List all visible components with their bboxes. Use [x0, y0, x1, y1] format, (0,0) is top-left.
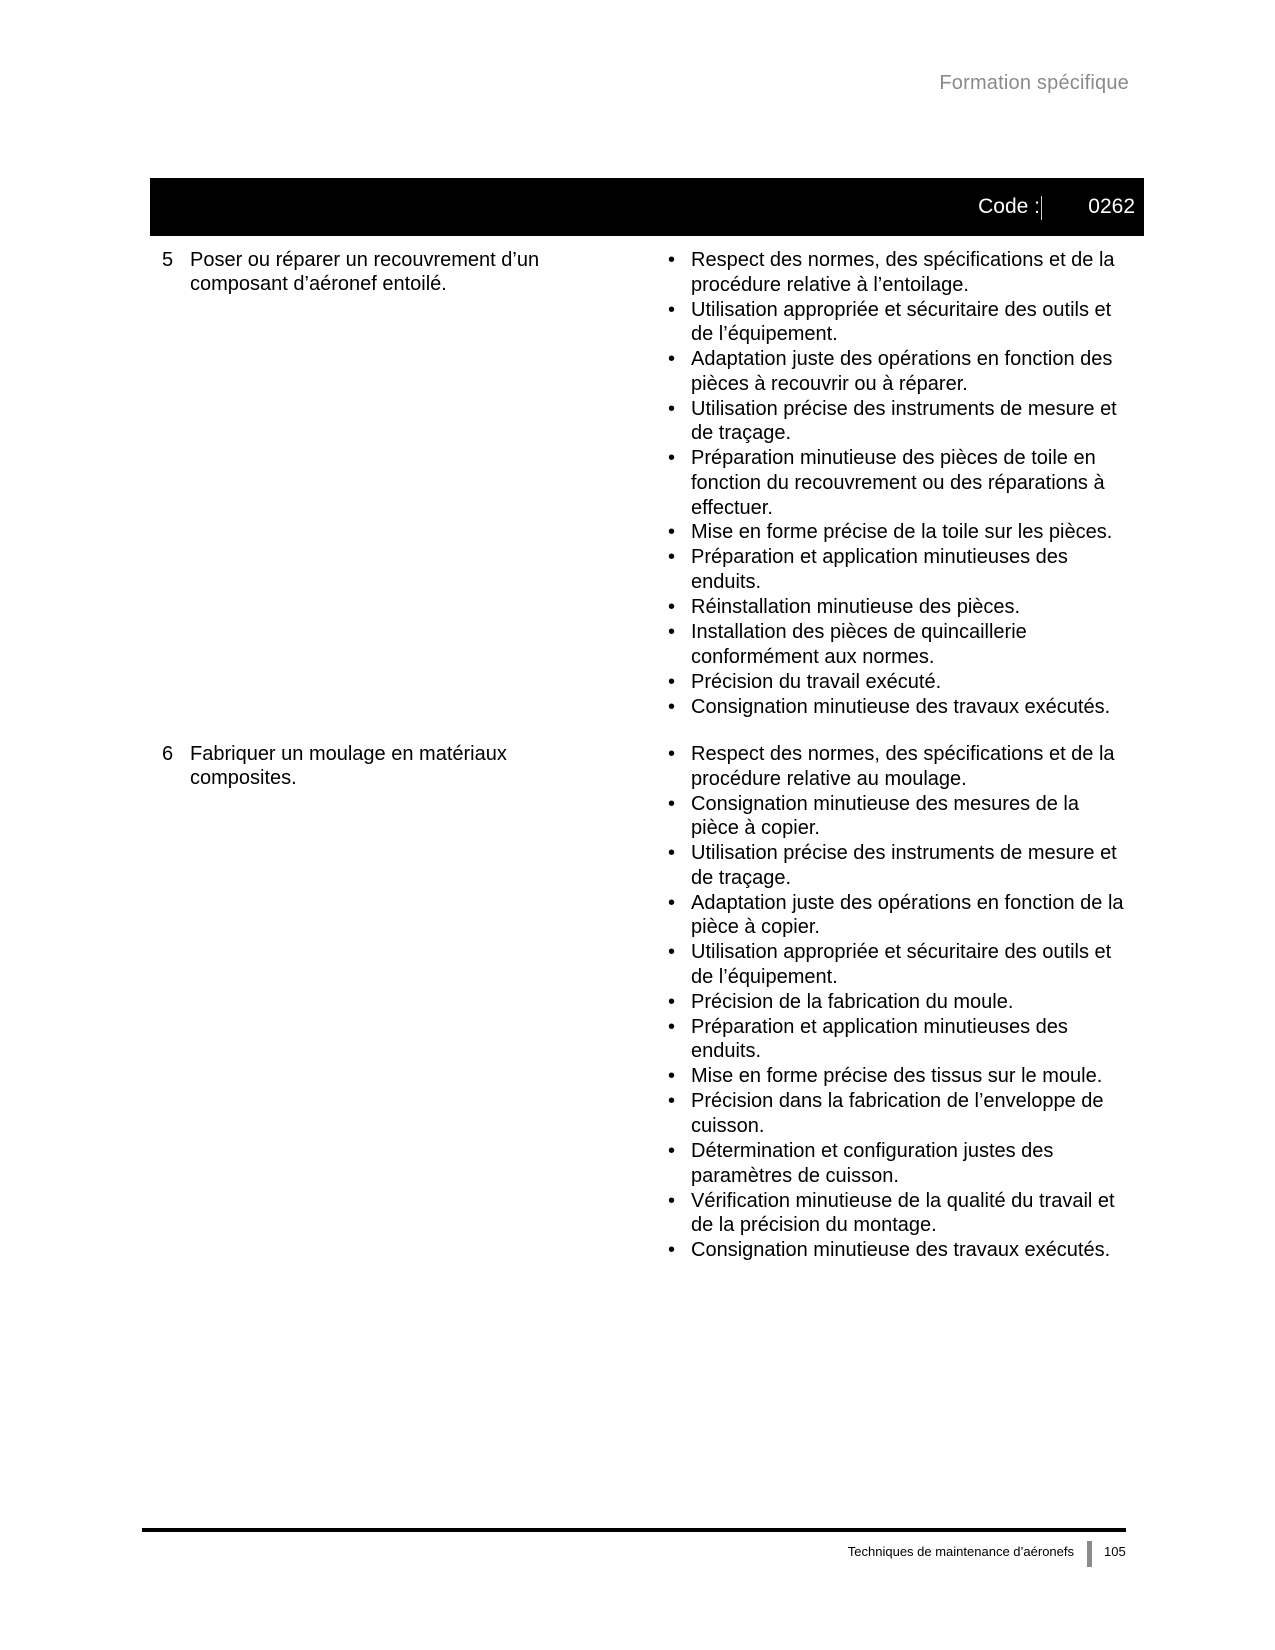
bullet-icon: •	[668, 792, 676, 815]
code-separator	[1041, 196, 1042, 220]
bullet-icon: •	[668, 1090, 676, 1113]
bullet-icon: •	[668, 621, 676, 644]
code-value: 0262	[1088, 195, 1135, 218]
competency-number: 5	[162, 249, 174, 271]
bullet-icon: •	[668, 1015, 676, 1038]
bullet-icon: •	[668, 990, 676, 1013]
running-header-title: Formation spécifique	[939, 72, 1129, 94]
code-bar	[150, 178, 1144, 236]
bullet-icon: •	[668, 1239, 676, 1262]
criteria-item: • Utilisation précise des instruments de mesure et de traçage.	[668, 842, 1117, 889]
bullet-icon: •	[668, 743, 676, 765]
bullet-icon: •	[668, 397, 676, 420]
competency-statement	[162, 742, 562, 790]
criteria-item: • Précision du travail exécuté.	[668, 670, 942, 693]
criteria-item: • Respect des normes, des spécifications et de la procédure relative au moulage.	[668, 743, 1115, 790]
footer-separator	[1087, 1541, 1092, 1567]
footer-rule	[142, 1528, 1126, 1532]
bullet-icon: •	[668, 941, 676, 964]
bullet-icon: •	[668, 891, 676, 914]
criteria-item: • Préparation minutieuse des pièces de toile en fonction du recouvrement ou des réparations à effectuer.	[668, 447, 1105, 519]
criteria-item: • Précision dans la fabrication de l’enveloppe de cuisson.	[668, 1090, 1104, 1138]
criteria-item: • Précision de la fabrication du moule.	[668, 990, 1014, 1013]
bullet-icon: •	[668, 447, 676, 470]
criteria-item: • Mise en forme précise des tissus sur le moule.	[668, 1065, 1103, 1088]
criteria-item: • Consignation minutieuse des travaux exécutés.	[668, 695, 1111, 718]
footer-program-title: Techniques de maintenance d’aéronefs	[847, 1544, 1074, 1559]
bullet-icon: •	[668, 842, 676, 865]
competency-statement	[162, 248, 562, 296]
criteria-item: • Vérification minutieuse de la qualité du travail et de la précision du montage.	[668, 1189, 1115, 1237]
competency-number: 6	[162, 743, 174, 765]
criteria-item: • Utilisation appropriée et sécuritaire des outils et de l’équipement.	[668, 941, 1112, 988]
bullet-icon: •	[668, 348, 676, 371]
criteria-item: • Installation des pièces de quincaillerie conformément aux normes.	[668, 621, 1027, 668]
criteria-item: • Préparation et application minutieuses des enduits.	[668, 1015, 1068, 1063]
criteria-item: • Détermination et configuration justes des paramètres de cuisson.	[668, 1140, 1054, 1187]
criteria-item: • Respect des normes, des spécifications et de la procédure relative à l’entoilage.	[668, 249, 1115, 296]
page-number: 105	[1104, 1544, 1126, 1559]
bullet-icon: •	[668, 670, 676, 693]
bullet-icon: •	[668, 596, 676, 619]
criteria-item: • Préparation et application minutieuses des enduits.	[668, 546, 1068, 594]
criteria-item: • Mise en forme précise de la toile sur les pièces.	[668, 521, 1113, 544]
code-label: Code :	[978, 195, 1040, 218]
criteria-item: • Consignation minutieuse des mesures de la pièce à copier.	[668, 792, 1079, 840]
criteria-item: • Utilisation précise des instruments de mesure et de traçage.	[668, 397, 1117, 445]
criteria-item: • Réinstallation minutieuse des pièces.	[668, 596, 1021, 619]
competency-text: Fabriquer un moulage en matériaux composites.	[190, 743, 507, 789]
bullet-icon: •	[668, 249, 676, 271]
criteria-list	[660, 742, 1130, 1263]
bullet-icon: •	[668, 546, 676, 569]
bullet-icon: •	[668, 521, 676, 544]
criteria-item: • Adaptation juste des opérations en fonction des pièces à recouvrir ou à réparer.	[668, 348, 1113, 395]
bullet-icon: •	[668, 1189, 676, 1212]
criteria-item: • Adaptation juste des opérations en fonction de la pièce à copier.	[668, 891, 1124, 939]
bullet-icon: •	[668, 1065, 676, 1088]
criteria-item: • Consignation minutieuse des travaux exécutés.	[668, 1239, 1111, 1262]
bullet-icon: •	[668, 1140, 676, 1163]
competency-text: Poser ou réparer un recouvrement d’un composant d’aéronef entoilé.	[190, 249, 540, 295]
bullet-icon: •	[668, 695, 676, 718]
criteria-list	[660, 248, 1130, 720]
criteria-item: • Utilisation appropriée et sécuritaire des outils et de l’équipement.	[668, 298, 1112, 346]
bullet-icon: •	[668, 298, 676, 321]
